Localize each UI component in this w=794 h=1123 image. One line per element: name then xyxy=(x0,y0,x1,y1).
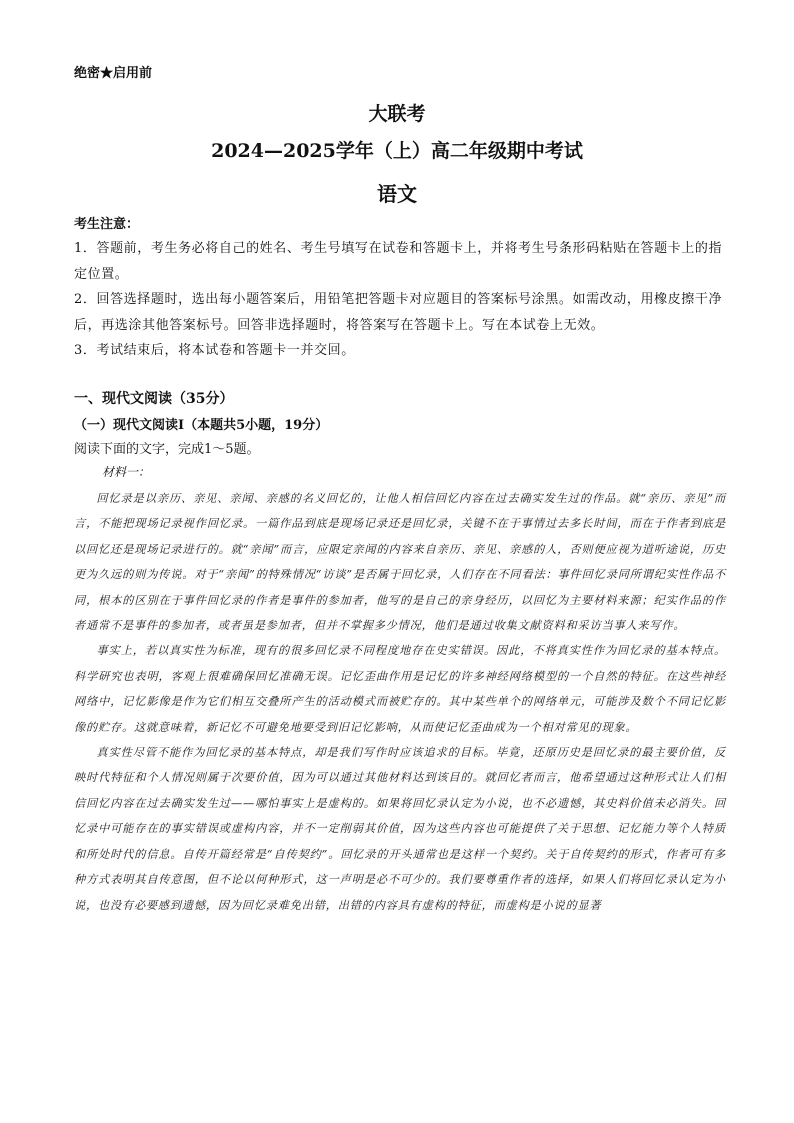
notice-item-3: 3．考试结束后，将本试卷和答题卡一并交回。 xyxy=(74,343,355,358)
section-heading: 一、现代文阅读（35分） xyxy=(74,391,234,407)
material-body xyxy=(74,486,726,918)
organizer-title: 大联考 xyxy=(368,103,426,125)
notice-list xyxy=(74,236,724,364)
material-paragraph-1: 回忆录是以亲历、亲见、亲闻、亲感的名义回忆的，让他人相信回忆内容在过去确实发生过的作品。就“亲历、亲见”而言，不能把现场记录视作回忆录。一篇作品到底是现场记录还是回忆录，关键不在于事情过去多长时间，而在于作者到底是以回忆还是现场记录进行的。就“亲闻”而言，应限定亲闻的内容来自亲历、亲见、亲感的人，否则便应视为道听途说，历史更为久远的则为传说。对于“亲闻”的特殊情况“访谈”是否属于回忆录，人们存在不同看法：事件回忆录同所谓纪实性作品不同，根本的区别在于事件回忆录的作者是事件的参加者，他写的是自己的亲身经历，以回忆为主要材料来源；纪实作品的作者通常不是事件的参加者，或者虽是参加者，但并不掌握多少情况，他们是通过收集文献资料和采访当事人来写作。 xyxy=(74,492,726,633)
material-paragraph-3: 真实性尽管不能作为回忆录的基本特点，却是我们写作时应该追求的目标。毕竟，还原历史是回忆录的最主要价值，反映时代特征和个人情况则属于次要价值，因为可以通过其他材料达到该目的。就回忆者而言，他希望通过这种形式让人们相信回忆内容在过去确实发生过——哪怕事实上是虚构的。如果将回忆录认定为小说，也不必遗憾，其史料价值未必消失。回忆录中可能存在的事实错误或虚构内容，并不一定削弱其价值，因为这些内容也可能提供了关于思想、记忆能力等个人特质和所处时代的信息。自传开篇经常是“自传契约”。回忆录的开头通常也是这样一个契约。关于自传契约的形式，作者可有多种方式表明其自传意图，但不论以何种形式，这一声明是必不可少的。我们要尊重作者的选择，如果人们将回忆录认定为小说，也没有必要感到遗憾，因为回忆录难免出错，出错的内容具有虚构的特征，而虚构是小说的显著 xyxy=(74,746,726,912)
notice-item-2: 2．回答选择题时，选出每小题答案后，用铅笔把答题卡对应题目的答案标号涂黑。如需改动，用橡皮擦干净后，再选涂其他答案标号。回答非选择题时，将答案写在答题卡上。写在本试卷上无效。 xyxy=(74,292,723,333)
confidential-label: 绝密★启用前 xyxy=(74,66,153,81)
exam-title: 2024—2025学年（上）高二年级期中考试 xyxy=(211,140,583,162)
notice-item-1: 1．答题前，考生务必将自己的姓名、考生号填写在试卷和答题卡上，并将考生号条形码粘贴在答题卡上的指定位置。 xyxy=(74,241,723,282)
material-paragraph-2: 事实上，若以真实性为标准，现有的很多回忆录不同程度地存在史实错误。因此，不将真实性作为回忆录的基本特点。科学研究也表明，客观上很难确保回忆准确无误。记忆歪曲作用是记忆的许多神经网络模型的一个自然的特征。在这些神经网络中，记忆影像是作为它们相互交叠所产生的活动模式而被贮存的。其中某些单个的网络单元，可能涉及数个不同记忆影像的贮存。这就意味着，新记忆不可避免地要受到旧记忆影响，从而使记忆歪曲成为一个相对常见的现象。 xyxy=(74,644,726,734)
reading-instruction: 阅读下面的文字，完成1～5题。 xyxy=(74,442,260,457)
subsection-heading: （一）现代文阅读Ⅰ（本题共5小题，19分） xyxy=(74,418,329,433)
notice-heading: 考生注意： xyxy=(74,217,140,232)
subject-title: 语文 xyxy=(377,182,417,206)
material-label: 材料一： xyxy=(102,465,151,479)
